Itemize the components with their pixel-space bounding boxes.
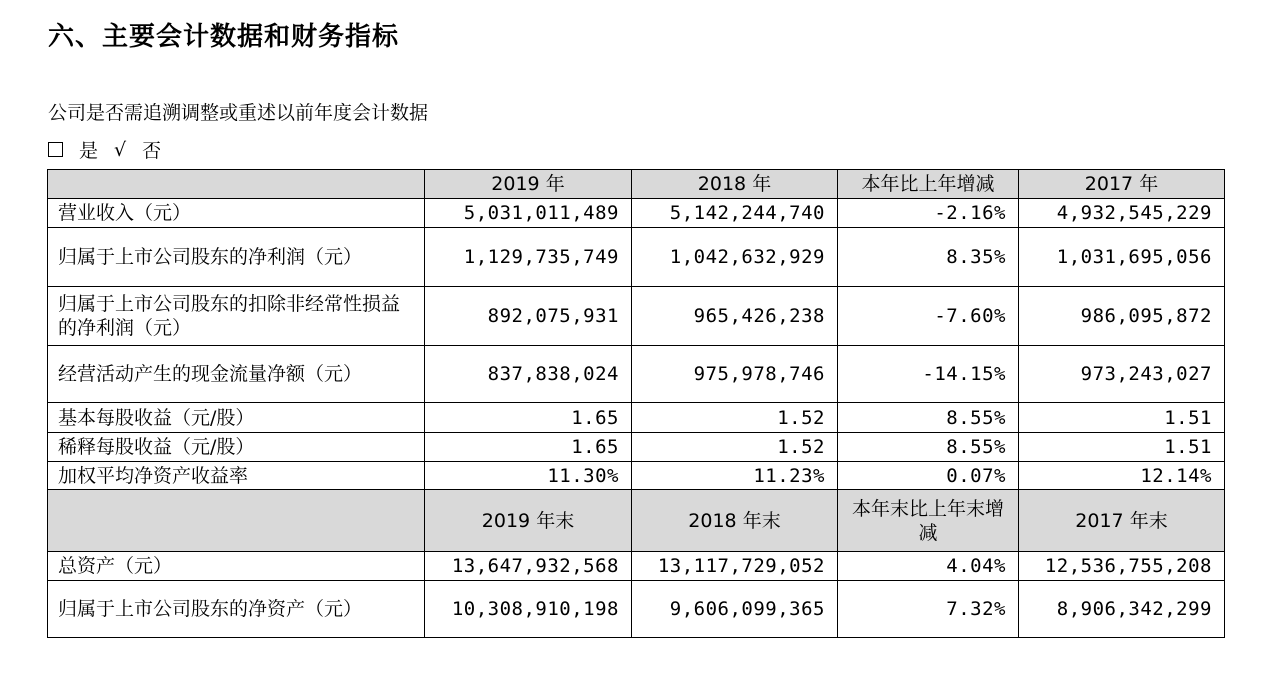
table-row	[48, 346, 1225, 403]
value-change: 8.35%	[838, 228, 1019, 287]
value-2019: 1.65	[425, 403, 632, 433]
value-change: -2.16%	[838, 199, 1019, 228]
row-label: 归属于上市公司股东的净利润（元）	[48, 228, 425, 287]
value-2019: 11.30%	[425, 462, 632, 490]
table-header-row-year-end	[48, 490, 1225, 552]
yes-checkbox	[48, 142, 63, 157]
financial-indicators-table	[47, 169, 1225, 638]
value-2017-end: 8,906,342,299	[1019, 581, 1225, 638]
value-2019: 1.65	[425, 433, 632, 462]
header-cell-2018: 2018 年	[632, 170, 838, 199]
value-2018: 1.52	[632, 403, 838, 433]
value-change: 8.55%	[838, 433, 1019, 462]
value-2017: 4,932,545,229	[1019, 199, 1225, 228]
value-2018: 965,426,238	[632, 287, 838, 346]
row-label: 归属于上市公司股东的净资产（元）	[48, 581, 425, 638]
header-cell-blank	[48, 170, 425, 199]
table-row	[48, 199, 1225, 228]
row-label: 经营活动产生的现金流量净额（元）	[48, 346, 425, 403]
value-2019-end: 13,647,932,568	[425, 552, 632, 581]
value-2019: 892,075,931	[425, 287, 632, 346]
value-2017: 1.51	[1019, 433, 1225, 462]
table-row	[48, 552, 1225, 581]
value-change: 8.55%	[838, 403, 1019, 433]
table-header-row	[48, 170, 1225, 199]
row-label: 营业收入（元）	[48, 199, 425, 228]
value-2018-end: 13,117,729,052	[632, 552, 838, 581]
value-2018: 1,042,632,929	[632, 228, 838, 287]
value-2019: 837,838,024	[425, 346, 632, 403]
value-2019: 1,129,735,749	[425, 228, 632, 287]
no-check-mark: √	[114, 138, 127, 161]
value-2017: 1,031,695,056	[1019, 228, 1225, 287]
header-cell-change: 本年比上年增减	[838, 170, 1019, 199]
value-change: -7.60%	[838, 287, 1019, 346]
value-2019-end: 10,308,910,198	[425, 581, 632, 638]
header-cell-2017-end: 2017 年末	[1019, 490, 1225, 552]
header-cell-2017: 2017 年	[1019, 170, 1225, 199]
header-cell-change-end: 本年末比上年末增减	[838, 490, 1019, 552]
value-change-end: 4.04%	[838, 552, 1019, 581]
restatement-question: 公司是否需追溯调整或重述以前年度会计数据	[48, 102, 429, 124]
value-2017: 973,243,027	[1019, 346, 1225, 403]
value-2017: 986,095,872	[1019, 287, 1225, 346]
row-label: 加权平均净资产收益率	[48, 462, 425, 490]
row-label: 稀释每股收益（元/股）	[48, 433, 425, 462]
value-2018: 11.23%	[632, 462, 838, 490]
header-cell-2019-end: 2019 年末	[425, 490, 632, 552]
table-row	[48, 228, 1225, 287]
row-label: 基本每股收益（元/股）	[48, 403, 425, 433]
header-cell-2019: 2019 年	[425, 170, 632, 199]
value-2017-end: 12,536,755,208	[1019, 552, 1225, 581]
value-2017: 12.14%	[1019, 462, 1225, 490]
table-row	[48, 287, 1225, 346]
value-2018-end: 9,606,099,365	[632, 581, 838, 638]
value-2019: 5,031,011,489	[425, 199, 632, 228]
section-heading: 六、主要会计数据和财务指标	[48, 22, 400, 52]
yes-label: 是	[79, 140, 99, 162]
table-row	[48, 581, 1225, 638]
no-label: 否	[142, 140, 162, 162]
value-2018: 975,978,746	[632, 346, 838, 403]
row-label: 归属于上市公司股东的扣除非经常性损益的净利润（元）	[48, 287, 425, 346]
header-cell-2018-end: 2018 年末	[632, 490, 838, 552]
header-cell-blank	[48, 490, 425, 552]
table-row	[48, 462, 1225, 490]
value-2017: 1.51	[1019, 403, 1225, 433]
value-change: -14.15%	[838, 346, 1019, 403]
value-change: 0.07%	[838, 462, 1019, 490]
value-2018: 1.52	[632, 433, 838, 462]
restatement-choice	[48, 136, 161, 163]
table-row	[48, 433, 1225, 462]
value-2018: 5,142,244,740	[632, 199, 838, 228]
row-label: 总资产（元）	[48, 552, 425, 581]
value-change-end: 7.32%	[838, 581, 1019, 638]
table-row	[48, 403, 1225, 433]
